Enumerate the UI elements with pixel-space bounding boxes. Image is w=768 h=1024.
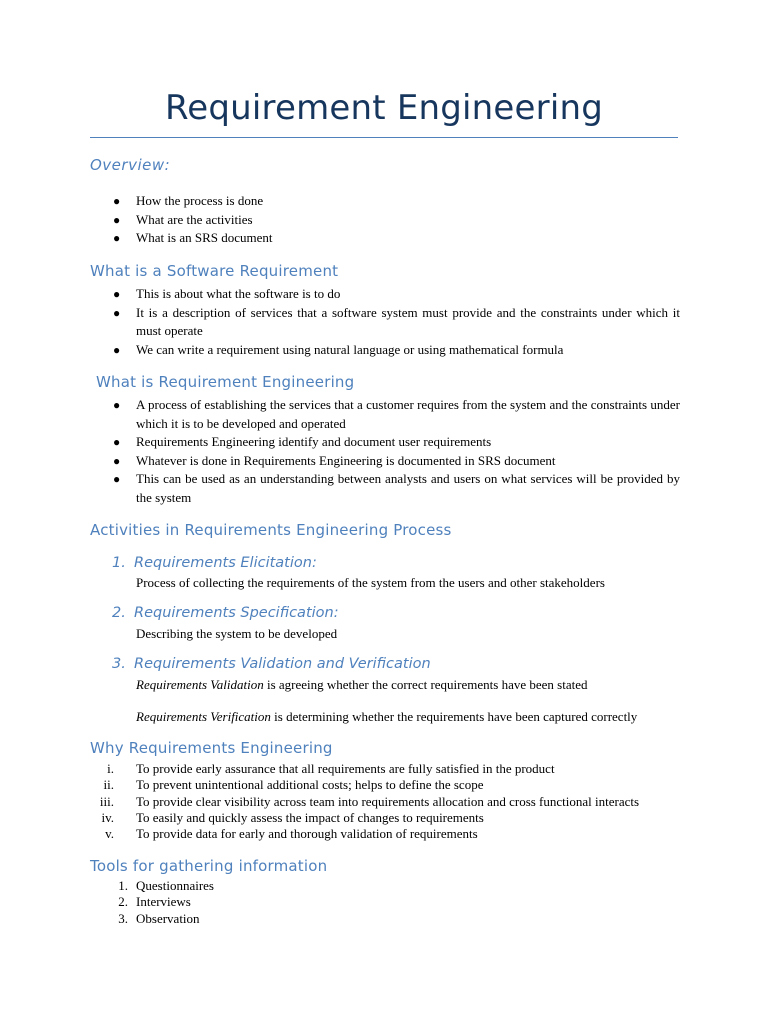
verification-paragraph: Requirements Verification is determining whether the requirements have been captured correctly <box>136 709 638 724</box>
list-item: v. To provide data for early and thorough validation of requirements <box>90 826 680 842</box>
bullet-icon: ● <box>113 398 121 412</box>
verification-term: Requirements Verification <box>136 709 271 724</box>
list-marker: 2. <box>118 894 128 910</box>
section-heading-activities: Activities in Requirements Engineering Process <box>90 521 452 539</box>
list-item: ● Whatever is done in Requirements Engineering is documented in SRS document <box>110 452 680 471</box>
list-item: ● How the process is done <box>110 192 680 211</box>
section-heading-why: Why Requirements Engineering <box>90 739 333 757</box>
list-marker: i. <box>107 761 114 776</box>
subheading-validation-verification: 3. Requirements Validation and Verification <box>112 656 431 672</box>
overview-list <box>110 192 680 248</box>
bullet-icon: ● <box>113 435 121 449</box>
list-item: ● It is a description of services that a software system must provide and the constraints under which it must operate <box>113 304 680 338</box>
list-item: ● This is about what the software is to do <box>110 285 680 304</box>
list-item: iv. To easily and quickly assess the impact of changes to requirements <box>90 810 680 826</box>
list-item: ● What are the activities <box>110 211 680 230</box>
list-marker: ii. <box>103 777 114 793</box>
list-item: ● We can write a requirement using natural language or using mathematical formula <box>110 341 680 360</box>
list-item: 3. Observation <box>90 911 680 927</box>
list-item: ● A process of establishing the services that a customer requires from the system and the constraints under which it is to be developed and operated <box>113 397 680 431</box>
section-heading-software-requirement: What is a Software Requirement <box>90 262 339 280</box>
subheading-number: 2. <box>112 605 126 621</box>
list-item: i. To provide early assurance that all requirements are fully satisfied in the product <box>90 761 680 777</box>
section-heading-requirement-engineering: What is Requirement Engineering <box>96 373 355 391</box>
bullet-icon: ● <box>113 231 121 245</box>
title-underline <box>90 137 678 138</box>
list-item: ● What is an SRS document <box>110 229 680 248</box>
list-marker: 1. <box>118 878 128 893</box>
list-marker: 3. <box>118 910 128 926</box>
document-title: Requirement Engineering <box>164 88 604 128</box>
validation-paragraph: Requirements Validation is agreeing whether the correct requirements have been stated <box>136 677 588 692</box>
subheading-elicitation: 1. Requirements Elicitation: <box>112 555 317 571</box>
list-item: iii. To provide clear visibility across team into requirements allocation and cross functional interacts <box>90 794 680 810</box>
list-item: ii. To prevent unintentional additional costs; helps to define the scope <box>90 777 680 793</box>
list-item: 2. Interviews <box>90 894 680 910</box>
bullet-icon: ● <box>113 212 121 227</box>
elicitation-text: Process of collecting the requirements of the system from the users and other stakeholders <box>136 575 605 590</box>
bullet-icon: ● <box>113 453 121 468</box>
bullet-icon: ● <box>113 305 121 320</box>
bullet-icon: ● <box>113 472 121 486</box>
validation-term: Requirements Validation <box>136 677 264 692</box>
list-item: 1. Questionnaires <box>90 878 680 894</box>
subheading-specification: 2. Requirements Specification: <box>112 605 339 621</box>
list-marker: iv. <box>101 809 114 825</box>
requirement-engineering-list <box>110 396 680 507</box>
software-requirement-list <box>110 285 680 359</box>
why-list <box>90 761 680 842</box>
specification-text: Describing the system to be developed <box>136 626 338 641</box>
list-item: ● This can be used as an understanding between analysts and users on what services will be provided by the system <box>113 471 680 505</box>
tools-list <box>90 878 680 927</box>
bullet-icon: ● <box>113 342 121 357</box>
list-item: ● Requirements Engineering identify and document user requirements <box>110 433 680 452</box>
list-marker: v. <box>105 826 114 842</box>
bullet-icon: ● <box>113 287 121 301</box>
subheading-number: 1. <box>112 555 126 571</box>
subheading-number: 3. <box>112 656 126 672</box>
list-marker: iii. <box>99 793 114 809</box>
bullet-icon: ● <box>113 194 121 208</box>
overview-heading: Overview: <box>90 156 171 174</box>
section-heading-tools: Tools for gathering information <box>90 857 328 875</box>
